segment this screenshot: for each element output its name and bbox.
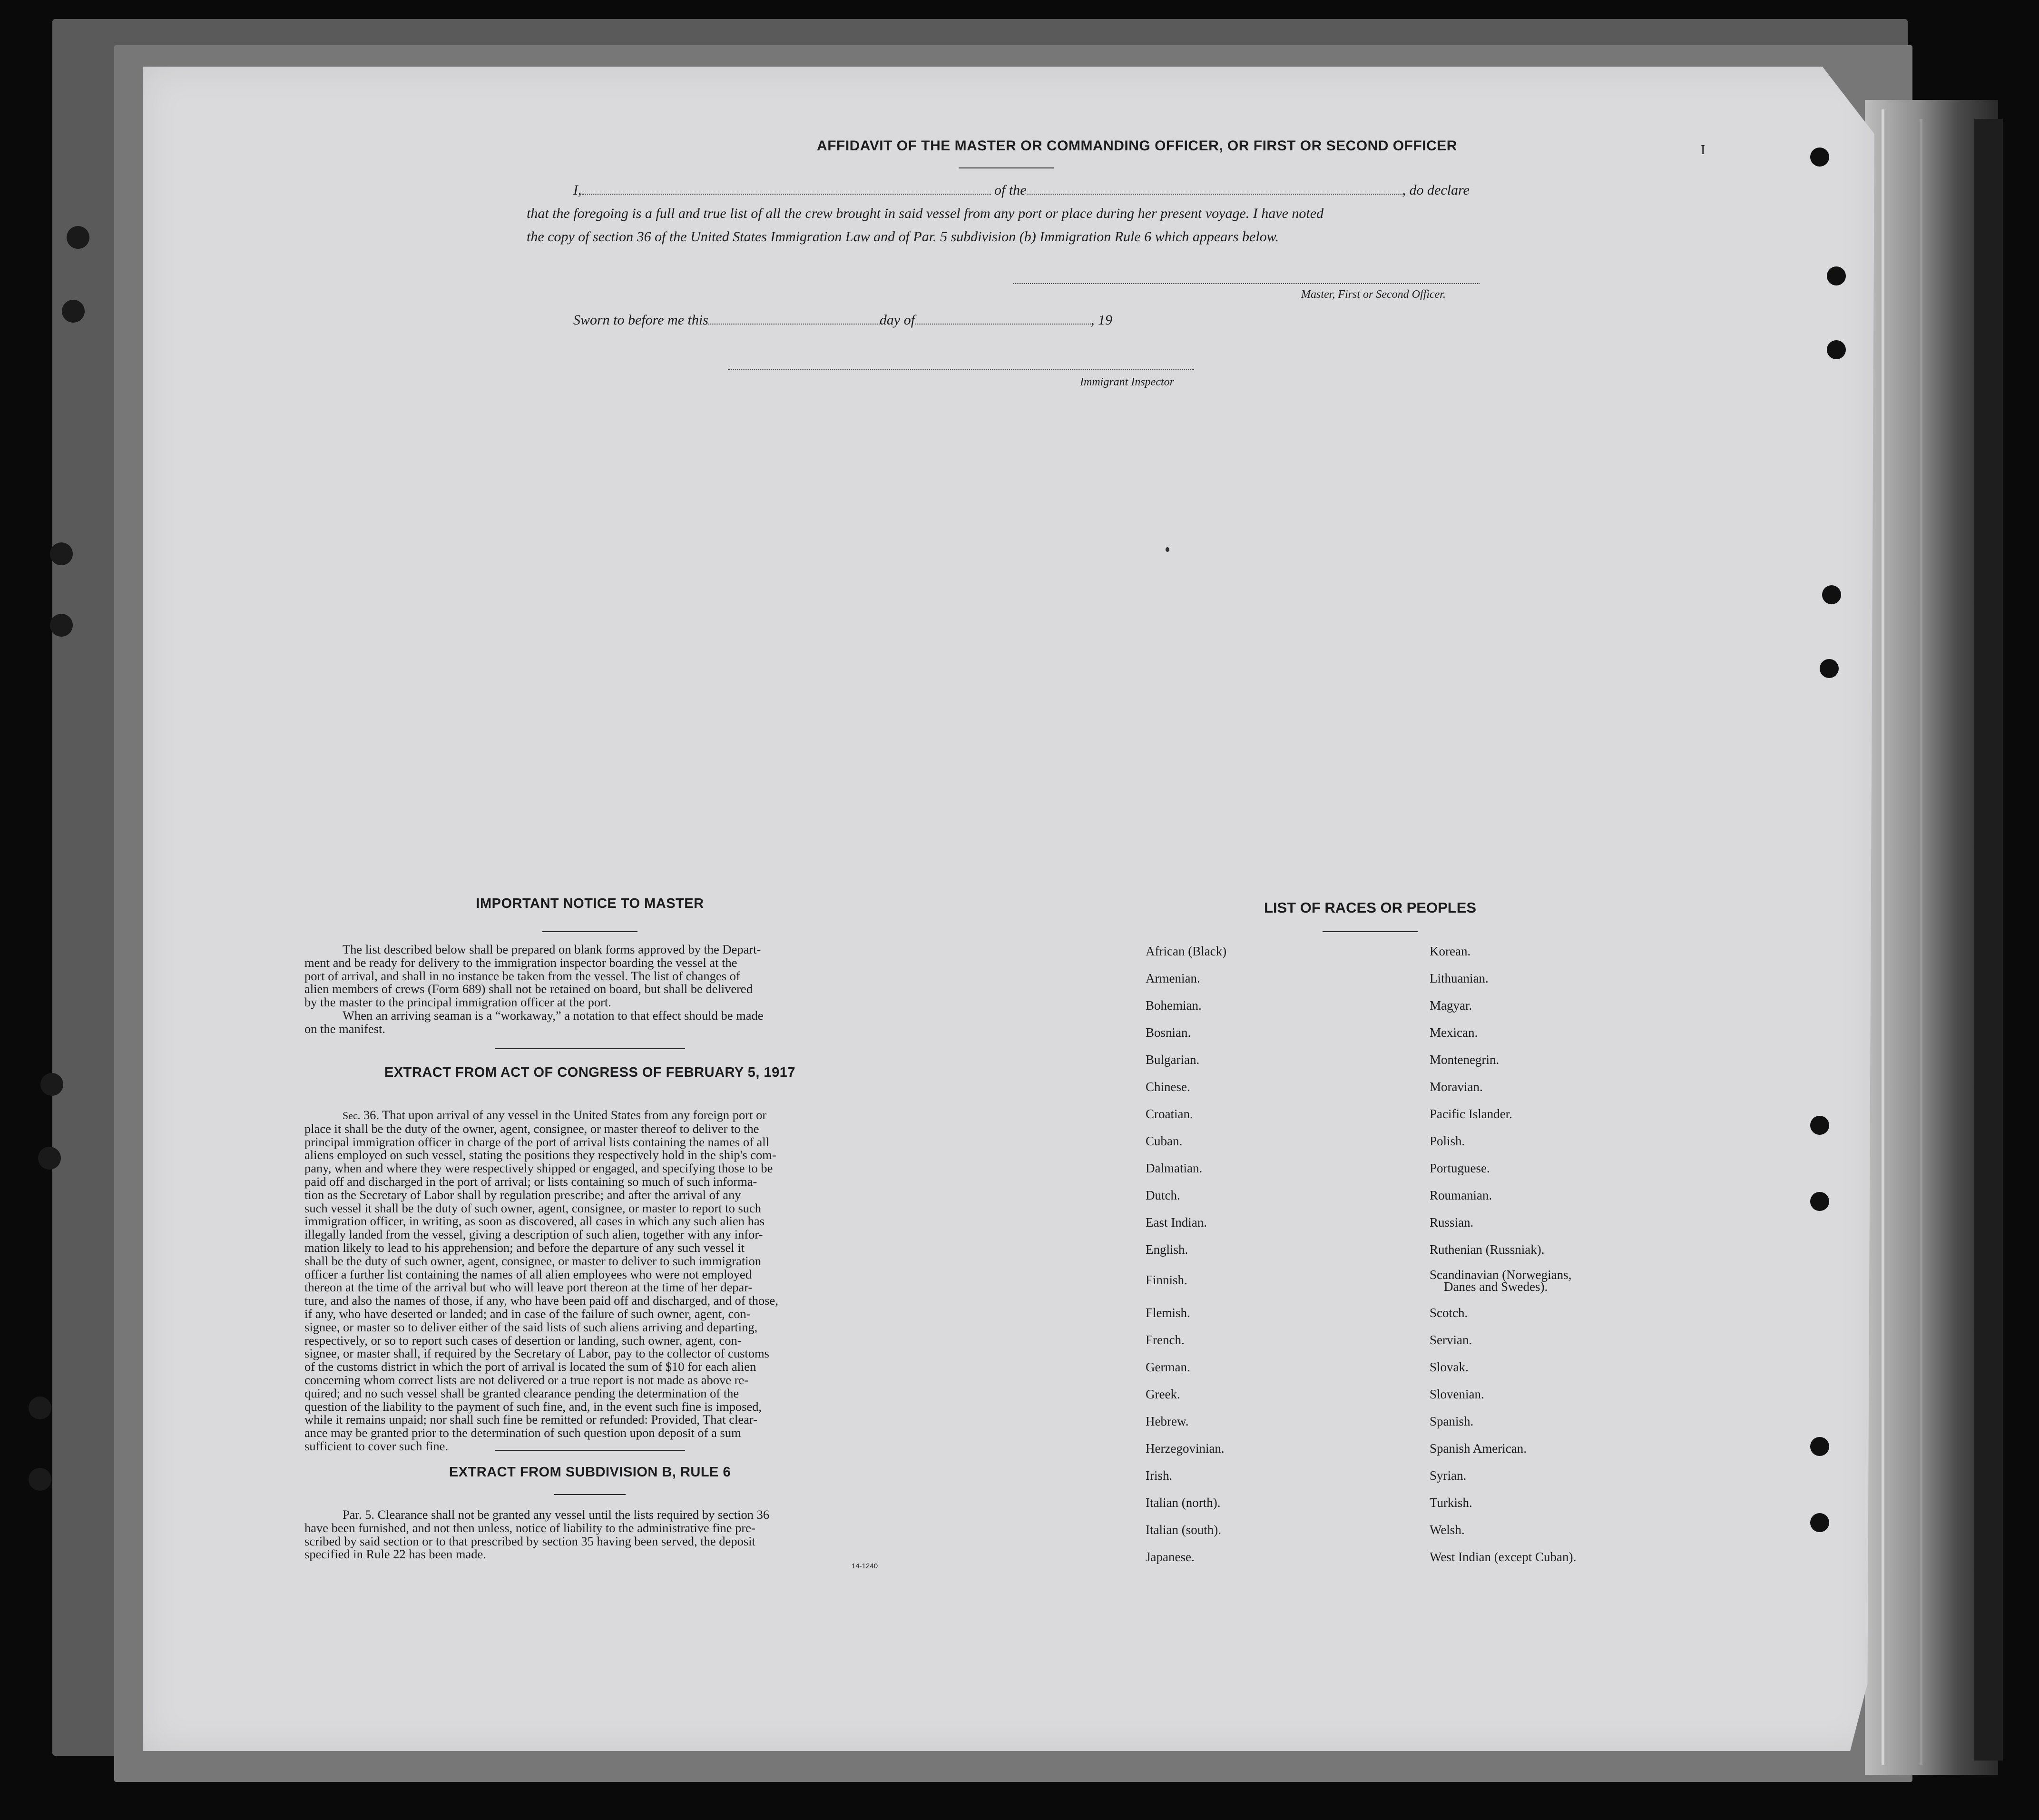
form-number: 14-1240 [852,1562,878,1570]
notice-line: by the master to the principal immigration officer at the port. [304,995,611,1010]
punch-hole [1820,659,1839,678]
act-line: thereon at the time of the arrival but who will leave port thereon at the time of her depar- [304,1280,753,1295]
races-title: LIST OF RACES OR PEOPLES [1264,899,1477,916]
race-item: Croatian. [1146,1107,1193,1121]
race-item: Herzegovinian. [1146,1441,1225,1456]
race-item: English. [1146,1242,1188,1257]
punch-hole [62,300,85,323]
race-item: Spanish American. [1430,1441,1527,1456]
race-item: Armenian. [1146,971,1200,985]
race-item: Lithuanian. [1430,971,1489,985]
act-line: respectively, or so to report such cases of desertion or landing, such owner, agent, con- [304,1333,742,1348]
act-line: mation likely to lead to his apprehension; and before the departure of any such vessel it [304,1240,745,1255]
act-line: illegally landed from the vessel, giving a description of such alien, together with any infor- [304,1227,763,1242]
act-line: ance may be granted prior to the determination of such question upon deposit of a sum [304,1426,741,1440]
race-item: Dalmatian. [1146,1161,1203,1175]
page-edge-line [1882,109,1884,1765]
race-item: French. [1146,1333,1185,1347]
race-item: West Indian (except Cuban). [1430,1550,1577,1564]
act-line: of the customs district in which the port of arrival is located the sum of $10 for each alien [304,1359,756,1374]
rule-extract-rule [554,1494,626,1495]
punch-hole [40,1073,63,1096]
race-item: Portuguese. [1430,1161,1490,1175]
race-item: German. [1146,1360,1190,1374]
race-item: Flemish. [1146,1306,1190,1320]
vessel-field[interactable] [1027,194,1402,195]
punch-hole [1810,1513,1829,1532]
punch-hole [50,614,73,637]
race-item: Cuban. [1146,1134,1183,1148]
race-item: Pacific Islander. [1430,1107,1512,1121]
race-item: Ruthenian (Russniak). [1430,1242,1545,1257]
title-rule [959,167,1054,168]
race-item: Welsh. [1430,1523,1465,1537]
punch-hole [50,542,73,565]
rule-extract-title: EXTRACT FROM SUBDIVISION B, RULE 6 [449,1465,731,1480]
punch-hole [1810,1116,1829,1135]
master-signature-label: Master, First or Second Officer. [1301,288,1446,301]
act-extract-body [304,1109,878,1453]
race-item: Slovak. [1430,1360,1469,1374]
section-rule [495,1450,685,1451]
rule-line: scribed by said section or to that prescribed by section 35 having been served, the deposit [304,1534,755,1548]
sworn-day-field[interactable] [708,324,880,325]
race-item: Moravian. [1430,1080,1483,1094]
race-item: Dutch. [1146,1188,1180,1202]
inspector-signature-line[interactable] [728,369,1194,370]
act-line: ture, and also the names of those, if any, who have been paid off and discharged, and of those, [304,1293,778,1308]
race-item-continuation: Danes and Swedes). [1444,1279,1548,1294]
race-item: Finnish. [1146,1273,1187,1287]
race-item: Mexican. [1430,1025,1478,1040]
punch-hole [38,1147,61,1170]
notice-title: IMPORTANT NOTICE TO MASTER [476,896,704,911]
punch-hole [1810,1437,1829,1456]
race-item: Italian (north). [1146,1495,1221,1510]
act-line: quired; and no such vessel shall be granted clearance pending the determination of the [304,1386,739,1400]
act-line: if any, who have deserted or landed; and in case of the failure of such owner, agent, con- [304,1306,751,1321]
act-line: concerning whom correct lists are not delivered or a true report is not made as above re- [304,1372,749,1387]
affidavit-line3: the copy of section 36 of the United States Immigration Law and of Par. 5 subdivision (b) Immigration Rule 6 which appears below. [527,229,1279,245]
affidavit-of-the: of the [994,182,1027,198]
race-item: Montenegrin. [1430,1053,1500,1067]
act-line: paid off and discharged in the port of arrival; or lists containing so much of such informa- [304,1174,757,1189]
act-line: officer a further list containing the names of all alien employees who were not employed [304,1267,752,1281]
notice-line: port of arrival, and shall in no instance be taken from the vessel. The list of changes of [304,968,740,983]
rule-line: specified in Rule 22 has been made. [304,1547,486,1562]
rule-line: Par. 5. Clearance shall not be granted any vessel until the lists required by section 36 [343,1507,770,1522]
affidavit-declare: , do declare [1402,182,1470,198]
act-line: 36. That upon arrival of any vessel in the United States from any foreign port or [363,1108,767,1122]
race-item: Spanish. [1430,1414,1474,1428]
punch-hole [1810,1192,1829,1211]
act-line: such vessel it shall be the duty of such owner, agent, consignee, or master to report to such [304,1200,762,1215]
race-item: Italian (south). [1146,1523,1221,1537]
sworn-month-field[interactable] [915,324,1091,325]
notice-body [304,943,878,1036]
act-line: immigration officer, in writing, as soon as discovered, all cases in which any such alien has [304,1214,765,1229]
notice-line: When an arriving seaman is a “workaway,” a notation to that effect should be made [343,1008,764,1023]
punch-hole [1810,148,1829,167]
act-line: signee, or master shall, if required by the Secretary of Labor, pay to the collector of customs [304,1346,769,1361]
punch-hole [67,226,89,249]
race-item: Chinese. [1146,1080,1190,1094]
sec-label: Sec. [343,1110,361,1122]
race-item: East Indian. [1146,1215,1207,1230]
race-item: Russian. [1430,1215,1474,1230]
act-extract-title: EXTRACT FROM ACT OF CONGRESS OF FEBRUARY 5, 1917 [384,1065,796,1080]
notice-line: on the manifest. [304,1021,385,1036]
rule-extract-body [304,1508,878,1561]
race-item: Scotch. [1430,1306,1468,1320]
race-item: Bulgarian. [1146,1053,1200,1067]
sworn-prefix: Sworn to before me this [573,312,708,328]
notice-rule [542,931,637,932]
page-mark: I [1701,143,1706,157]
notice-line: The list described below shall be prepared on blank forms approved by the Depart- [343,942,761,956]
act-line: while it remains unpaid; nor shall such fine be remitted or refunded: Provided, That clear- [304,1412,757,1427]
punch-hole [1827,266,1846,285]
races-rule [1323,931,1418,932]
act-line: principal immigration officer in charge of the port of arrival lists containing the names of all [304,1134,770,1149]
race-item: Hebrew. [1146,1414,1189,1428]
sworn-day-of: day of [879,312,915,328]
inspector-label: Immigrant Inspector [1080,376,1174,388]
race-item: Irish. [1146,1468,1173,1483]
name-field[interactable] [582,194,991,195]
race-item: Roumanian. [1430,1188,1492,1202]
race-item: Magyar. [1430,998,1472,1013]
act-line: question of the liability to the payment of such fine, and, in the event such fine is imposed, [304,1399,762,1414]
race-item: Japanese. [1146,1550,1195,1564]
act-line: aliens employed on such vessel, stating the positions they respectively hold in the ship's com- [304,1148,776,1162]
notice-line: alien members of crews (Form 689) shall not be retained on board, but shall be delivered [304,982,753,996]
act-line: signee, or master so to deliver either of the said lists of such aliens arriving and departing, [304,1319,758,1334]
act-line: sufficient to cover such fine. [304,1438,448,1453]
page-edge-line [1920,119,1922,1765]
rule-line: have been furnished, and not then unless, notice of liability to the administrative fine pre- [304,1520,755,1535]
race-item: Scandinavian (Norwegians, [1430,1268,1572,1282]
race-item: Greek. [1146,1387,1180,1401]
race-item: Slovenian. [1430,1387,1484,1401]
race-item: Syrian. [1430,1468,1467,1483]
act-line: pany, when and where they were respectively shipped or engaged, and specifying those to be [304,1161,773,1176]
act-line: place it shall be the duty of the owner, agent, consignee, or master thereof to deliver to the [304,1121,759,1136]
notice-line: ment and be ready for delivery to the immigration inspector boarding the vessel at the [304,955,737,970]
affidavit-i: I, [573,182,582,198]
affidavit-line1 [573,182,1470,198]
punch-hole [1822,585,1841,604]
race-item: Bohemian. [1146,998,1202,1013]
speck [1166,547,1169,552]
act-line: tion as the Secretary of Labor shall by regulation prescribe; and after the arrival of any [304,1187,741,1202]
punch-hole [1827,340,1846,359]
master-signature-line[interactable] [1013,283,1480,284]
affidavit-title: AFFIDAVIT OF THE MASTER OR COMMANDING OFFICER, OR FIRST OR SECOND OFFICER [817,138,1457,154]
punch-hole [29,1468,51,1491]
affidavit-line2: that the foregoing is a full and true list of all the crew brought in said vessel from any port or place during her present voyage. I have noted [527,206,1324,221]
act-line: shall be the duty of such owner, agent, consignee, or master to deliver to such immigration [304,1253,762,1268]
punch-hole [29,1397,51,1419]
binder-edge [1974,119,2003,1761]
race-item: Turkish. [1430,1495,1472,1510]
race-item: Korean. [1430,944,1471,958]
sworn-year: , 19 [1091,312,1113,328]
race-item: Polish. [1430,1134,1465,1148]
race-item: African (Black) [1146,944,1227,958]
race-item: Bosnian. [1146,1025,1191,1040]
race-item: Servian. [1430,1333,1472,1347]
section-rule [495,1048,685,1049]
sworn-line [573,312,1112,328]
